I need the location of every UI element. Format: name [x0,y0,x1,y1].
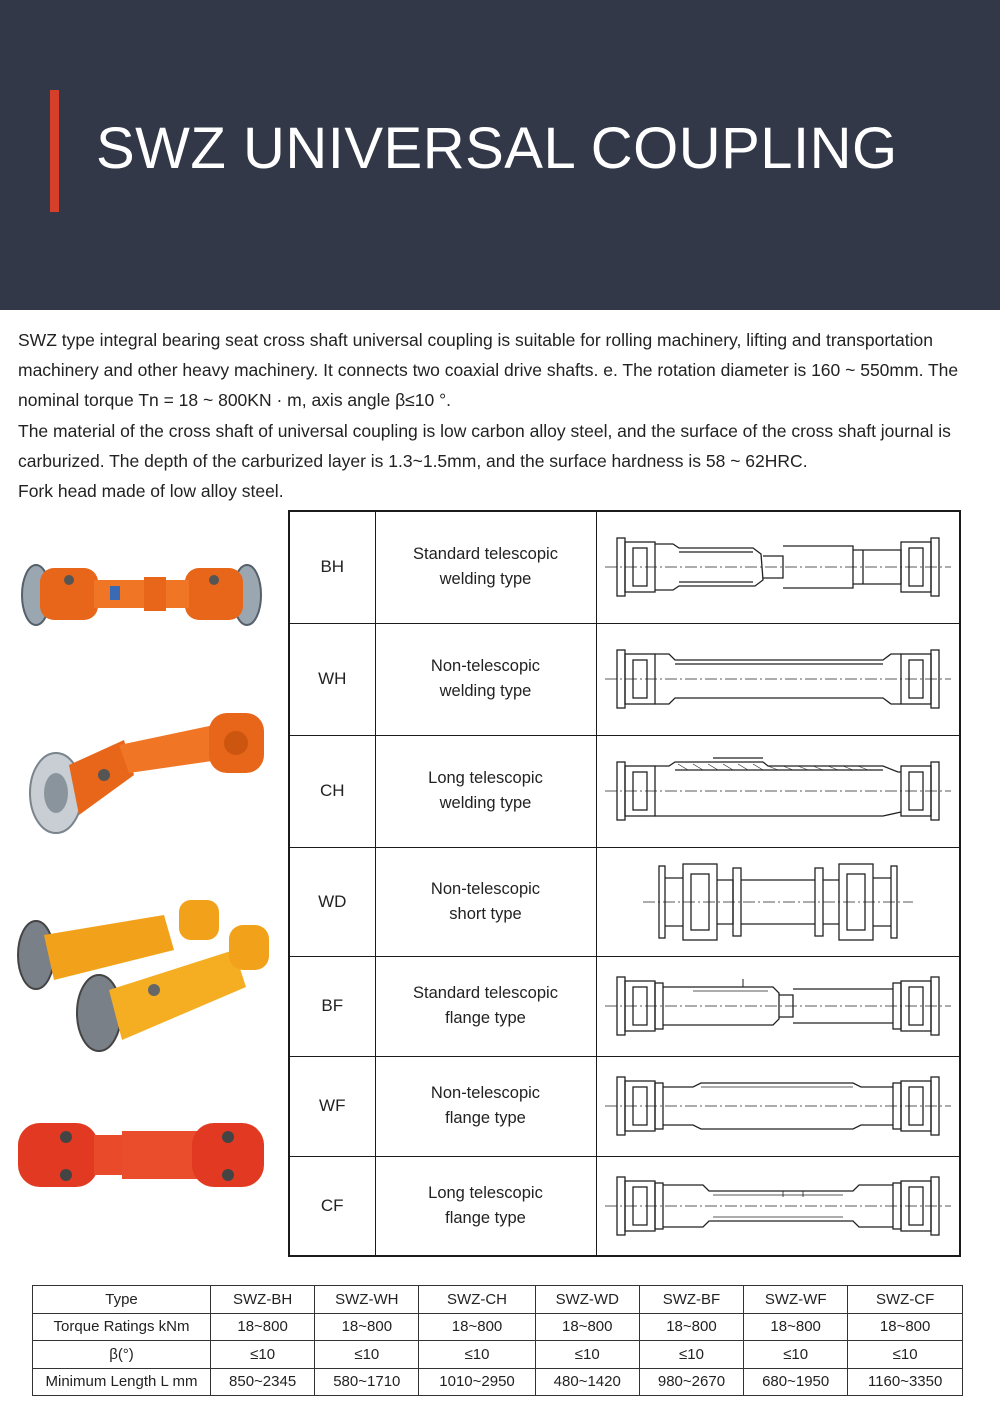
intro-paragraph: Fork head made of low alloy steel. [18,481,284,502]
type-table [288,510,961,1257]
type-description [375,1056,596,1156]
spec-cell: SWZ-CF [848,1286,963,1314]
spec-cell: 480~1420 [535,1368,639,1396]
spec-cell: 580~1710 [315,1368,419,1396]
type-description [375,956,596,1056]
type-description-line: welding type [439,682,532,700]
type-code: BF [289,956,375,1056]
fixed-weld-drawing [596,623,960,735]
type-description-line: Non-telescopic [430,1084,541,1102]
spec-cell: 980~2670 [639,1368,743,1396]
type-code: WF [289,1056,375,1156]
spec-cell: ≤10 [211,1341,315,1369]
table-row [289,623,960,735]
short-drawing [596,847,960,956]
table-row [289,511,960,623]
spec-cell: ≤10 [315,1341,419,1369]
type-description [375,735,596,847]
spec-cell: ≤10 [848,1341,963,1369]
type-description-line: welding type [439,570,532,589]
type-description-line: flange type [445,1109,526,1127]
table-row [289,735,960,847]
type-description [375,511,596,623]
spec-cell: 18~800 [744,1313,848,1341]
long-telescopic-flange-drawing [596,1156,960,1256]
spec-cell: SWZ-WH [315,1286,419,1314]
spec-cell: 1010~2950 [419,1368,535,1396]
type-description [375,847,596,956]
table-row [289,1056,960,1156]
spec-cell: 18~800 [419,1313,535,1341]
type-description-line: flange type [445,1009,526,1027]
spec-cell: SWZ-WF [744,1286,848,1314]
telescopic-weld-drawing [596,511,960,623]
spec-cell: 18~800 [211,1313,315,1341]
spec-cell: 18~800 [848,1313,963,1341]
type-code: CF [289,1156,375,1256]
intro-text [18,325,993,506]
type-description [375,623,596,735]
long-telescopic-weld-drawing [596,735,960,847]
spec-label: Type [33,1286,211,1314]
page-title: SWZ UNIVERSAL COUPLING [96,116,898,181]
fixed-flange-drawing [596,1056,960,1156]
spec-cell: 850~2345 [211,1368,315,1396]
orange-flanged-coupling-photo [14,705,269,835]
spec-label: Minimum Length L mm [33,1368,211,1396]
table-row [289,956,960,1056]
intro-paragraph: The material of the cross shaft of universal coupling is low carbon alloy steel, and the surface of the cross shaft journal is carburized. The depth of the carburized layer is 1.3~1.5mm, and the surface hardness is 58 ~ 62HRC. [18,420,951,471]
header-banner [0,0,1000,310]
type-code: BH [289,511,375,623]
table-row [33,1286,963,1314]
table-row [289,1156,960,1256]
table-row [33,1368,963,1396]
type-description-line: Non-telescopic [430,657,541,675]
type-description-line: flange type [445,1208,526,1227]
orange-coupling-photo [14,560,269,630]
type-description-line: Standard telescopic [413,545,558,564]
type-description-line: Non-telescopic [430,879,541,898]
type-description-line: short type [449,904,522,923]
table-row [33,1341,963,1369]
yellow-coupling-pair-photo [14,895,269,1055]
spec-cell: 1160~3350 [848,1368,963,1396]
type-code: CH [289,735,375,847]
spec-cell: 680~1950 [744,1368,848,1396]
type-code: WH [289,623,375,735]
spec-cell: ≤10 [535,1341,639,1369]
spec-cell: 18~800 [315,1313,419,1341]
spec-cell: ≤10 [639,1341,743,1369]
type-description-line: Long telescopic [428,769,543,787]
type-description [375,1156,596,1256]
spec-cell: SWZ-BF [639,1286,743,1314]
spec-label: β(°) [33,1341,211,1369]
intro-paragraph: SWZ type integral bearing seat cross shaft universal coupling is suitable for rolling machinery, lifting and transportation machinery and other heavy machinery. It connects two coaxial drive shafts. e. The rotation diameter is 160 ~ 550mm. The nominal torque Tn = 18 ~ 800KN · m, axis angle β≤10 °. [18,330,959,411]
spec-cell: SWZ-WD [535,1286,639,1314]
type-code: WD [289,847,375,956]
telescopic-flange-drawing [596,956,960,1056]
spec-label: Torque Ratings kNm [33,1313,211,1341]
table-row [33,1313,963,1341]
spec-cell: 18~800 [535,1313,639,1341]
spec-cell: ≤10 [419,1341,535,1369]
spec-cell: SWZ-CH [419,1286,535,1314]
red-coupling-photo [14,1115,269,1195]
spec-table [32,1285,963,1396]
type-description-line: Standard telescopic [413,984,558,1002]
type-description-line: welding type [439,794,532,812]
table-row [289,847,960,956]
spec-cell: SWZ-BH [211,1286,315,1314]
type-description-line: Long telescopic [428,1183,543,1202]
accent-bar [50,90,59,212]
spec-cell: ≤10 [744,1341,848,1369]
spec-cell: 18~800 [639,1313,743,1341]
